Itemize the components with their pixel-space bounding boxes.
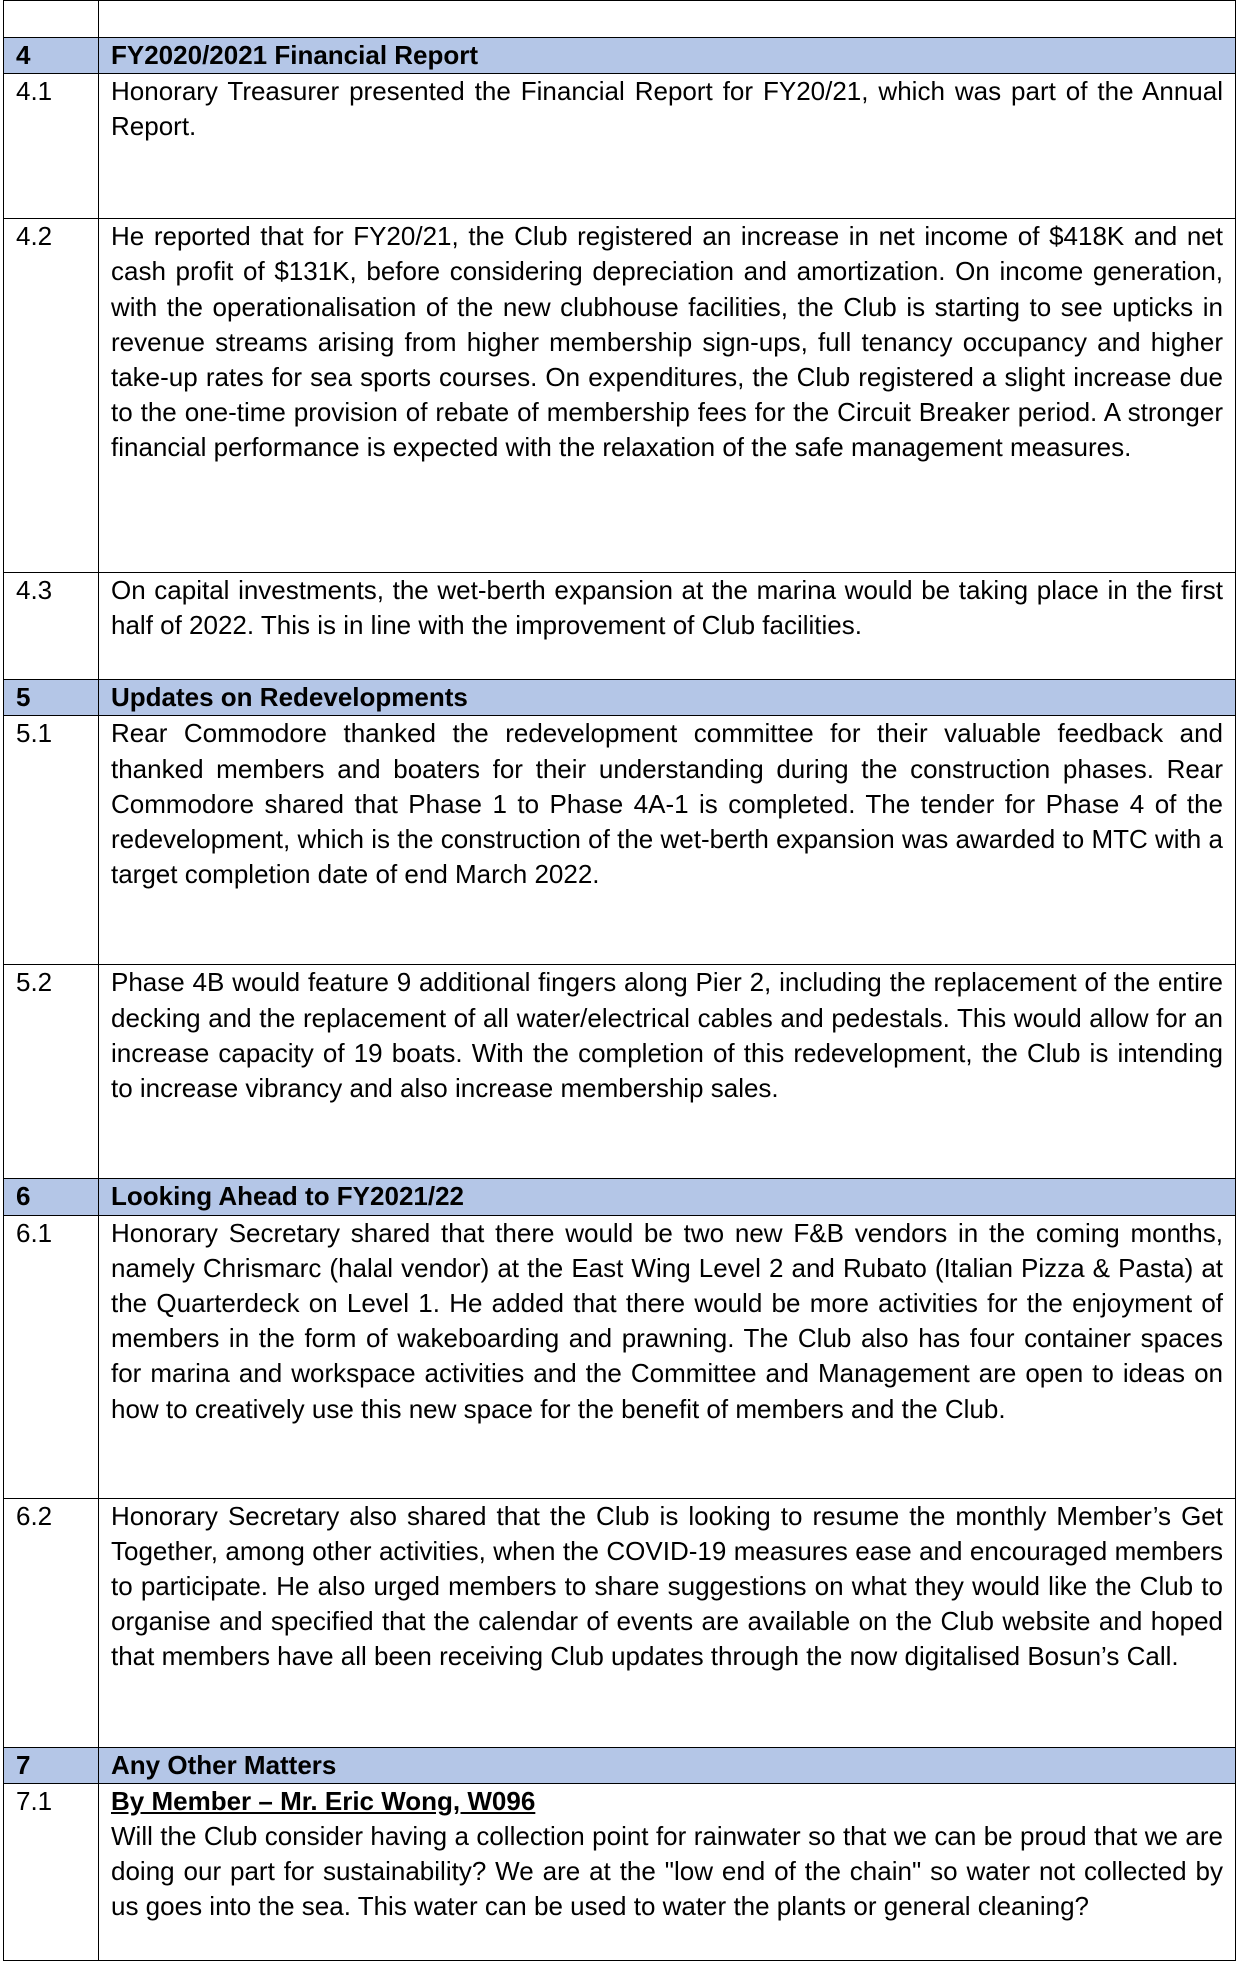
item-body: Will the Club consider having a collection point for rainwater so that we can be proud that we are doing our part for sustainability? We are at the "low end of the chain" so water not collected by us goes into the sea. This water can be used to water the plants or general cleaning?	[111, 1821, 1223, 1922]
table-row	[4, 1498, 1236, 1747]
minutes-document	[3, 0, 1236, 1961]
item-text: Phase 4B would feature 9 additional fingers along Pier 2, including the replacement of the entire decking and the replacement of all water/electrical cables and pedestals. This would allow for an increase capacity of 19 boats. With the completion of this redevelopment, the Club is intending to increase vibrancy and also increase membership sales.	[99, 965, 1236, 1179]
table-row	[4, 573, 1236, 680]
item-number: 4.3	[4, 573, 99, 680]
minutes-table	[3, 0, 1236, 1961]
item-number: 5.1	[4, 716, 99, 965]
item-text	[99, 1, 1236, 38]
section-header-row	[4, 1179, 1236, 1215]
table-row	[4, 1, 1236, 38]
section-number: 4	[4, 38, 99, 74]
item-number	[4, 1, 99, 38]
item-text: Honorary Secretary also shared that the Club is looking to resume the monthly Member’s Get Together, among other activities, when the COVID-19 measures ease and encouraged members to participate. He also urged members to share suggestions on what they would like the Club to organise and specified that the calendar of events are available on the Club website and hoped that members have all been receiving Club updates through the now digitalised Bosun’s Call.	[99, 1498, 1236, 1747]
section-title: Any Other Matters	[99, 1747, 1236, 1783]
section-header-row	[4, 1747, 1236, 1783]
item-text: On capital investments, the wet-berth expansion at the marina would be taking place in the first half of 2022. This is in line with the improvement of Club facilities.	[99, 573, 1236, 680]
item-text: Honorary Secretary shared that there would be two new F&B vendors in the coming months, namely Chrismarc (halal vendor) at the East Wing Level 2 and Rubato (Italian Pizza & Pasta) at the Quarterdeck on Level 1. He added that there would be more activities for the enjoyment of members in the form of wakeboarding and prawning. The Club also has four container spaces for marina and workspace activities and the Committee and Management are open to ideas on how to creatively use this new space for the benefit of members and the Club.	[99, 1215, 1236, 1498]
table-row	[4, 716, 1236, 965]
item-number: 6.1	[4, 1215, 99, 1498]
table-row	[4, 965, 1236, 1179]
table-row	[4, 1215, 1236, 1498]
item-text: Honorary Treasurer presented the Financial Report for FY20/21, which was part of the Annual Report.	[99, 74, 1236, 219]
section-header-row	[4, 680, 1236, 716]
section-number: 6	[4, 1179, 99, 1215]
item-number: 4.2	[4, 219, 99, 573]
item-number: 5.2	[4, 965, 99, 1179]
table-row	[4, 74, 1236, 219]
section-header-row	[4, 38, 1236, 74]
table-row	[4, 1783, 1236, 1960]
item-text: He reported that for FY20/21, the Club registered an increase in net income of $418K and net cash profit of $131K, before considering depreciation and amortization. On income generation, with the operationalisation of the new clubhouse facilities, the Club is starting to see upticks in revenue streams arising from higher membership sign-ups, full tenancy occupancy and higher take-up rates for sea sports courses. On expenditures, the Club registered a slight increase due to the one-time provision of rebate of membership fees for the Circuit Breaker period. A stronger financial performance is expected with the relaxation of the safe management measures.	[99, 219, 1236, 573]
item-text	[99, 1783, 1236, 1960]
item-subheading: By Member – Mr. Eric Wong, W096	[111, 1785, 536, 1816]
item-number: 4.1	[4, 74, 99, 219]
section-title: Looking Ahead to FY2021/22	[99, 1179, 1236, 1215]
item-number: 7.1	[4, 1783, 99, 1960]
section-number: 5	[4, 680, 99, 716]
item-text: Rear Commodore thanked the redevelopment committee for their valuable feedback and thanked members and boaters for their understanding during the construction phases. Rear Commodore shared that Phase 1 to Phase 4A-1 is completed. The tender for Phase 4 of the redevelopment, which is the construction of the wet-berth expansion was awarded to MTC with a target completion date of end March 2022.	[99, 716, 1236, 965]
section-title: Updates on Redevelopments	[99, 680, 1236, 716]
item-number: 6.2	[4, 1498, 99, 1747]
section-number: 7	[4, 1747, 99, 1783]
table-row	[4, 219, 1236, 573]
section-title: FY2020/2021 Financial Report	[99, 38, 1236, 74]
